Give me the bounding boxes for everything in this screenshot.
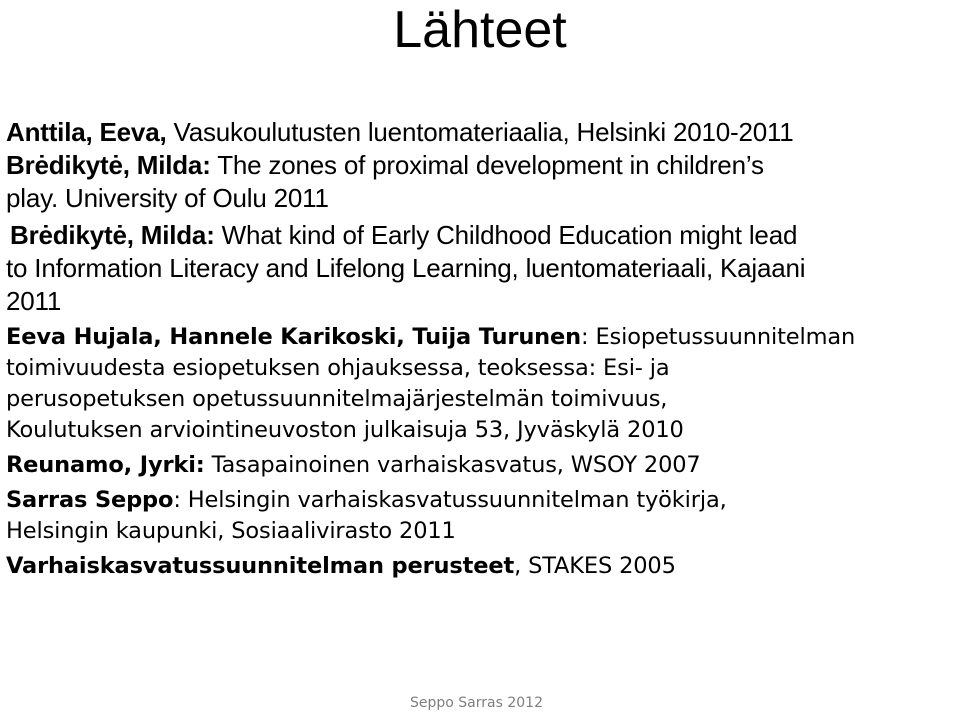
reference-text: play. University of Oulu 2011 [6, 183, 329, 213]
reference-item-anttila [6, 116, 956, 149]
reference-text: Tasapainoinen varhaiskasvatus, WSOY 2007 [204, 452, 701, 478]
page-title: Lähteet [393, 1, 567, 59]
reference-author: Varhaiskasvatussuunnitelman perusteet [6, 553, 515, 579]
reference-item-bredikyte-education-cont [6, 252, 956, 318]
reference-item-sarras [6, 485, 956, 547]
reference-text: The zones of proximal development in children’s [210, 150, 764, 180]
reference-author: Reunamo, Jyrki: [6, 452, 205, 478]
reference-item-bredikyte-zones [6, 149, 956, 215]
reference-text: toimivuudesta esiopetuksen ohjauksessa, teoksessa: Esi- ja [6, 355, 670, 381]
reference-item-hujala [6, 322, 956, 446]
reference-text: Koulutuksen arviointineuvoston julkaisuja 53, Jyväskylä 2010 [6, 417, 684, 443]
reference-item-varhaiskasvatus [6, 551, 956, 582]
reference-text: perusopetuksen opetussuunnitelmajärjestelmän toimivuus, [6, 386, 668, 412]
reference-item-bredikyte-education [6, 219, 956, 252]
reference-item-reunamo [6, 450, 956, 481]
reference-text: : Helsingin varhaiskasvatussuunnitelman työkirja, [173, 487, 727, 513]
reference-text: , STAKES 2005 [514, 553, 676, 579]
reference-text: : Esiopetussuunnitelman [581, 324, 856, 350]
reference-text: What kind of Early Childhood Education might lead [214, 220, 798, 250]
reference-author: Eeva Hujala, Hannele Karikoski, Tuija Turunen [6, 324, 582, 350]
reference-author: Brėdikytė, Milda: [10, 220, 215, 250]
reference-list [6, 116, 956, 582]
reference-text: to Information Literacy and Lifelong Learning, luentomateriaali, Kajaani [6, 253, 806, 283]
reference-author: Brėdikytė, Milda: [6, 150, 211, 180]
reference-author: Anttila, Eeva, [6, 117, 167, 147]
reference-text: 2011 [6, 286, 62, 316]
reference-author: Sarras Seppo [6, 487, 174, 513]
reference-text: Helsingin kaupunki, Sosiaalivirasto 2011 [6, 518, 456, 544]
footer-credit: Seppo Sarras 2012 [410, 695, 543, 711]
reference-text: Vasukoulutusten luentomateriaalia, Helsinki 2010-2011 [166, 117, 794, 147]
